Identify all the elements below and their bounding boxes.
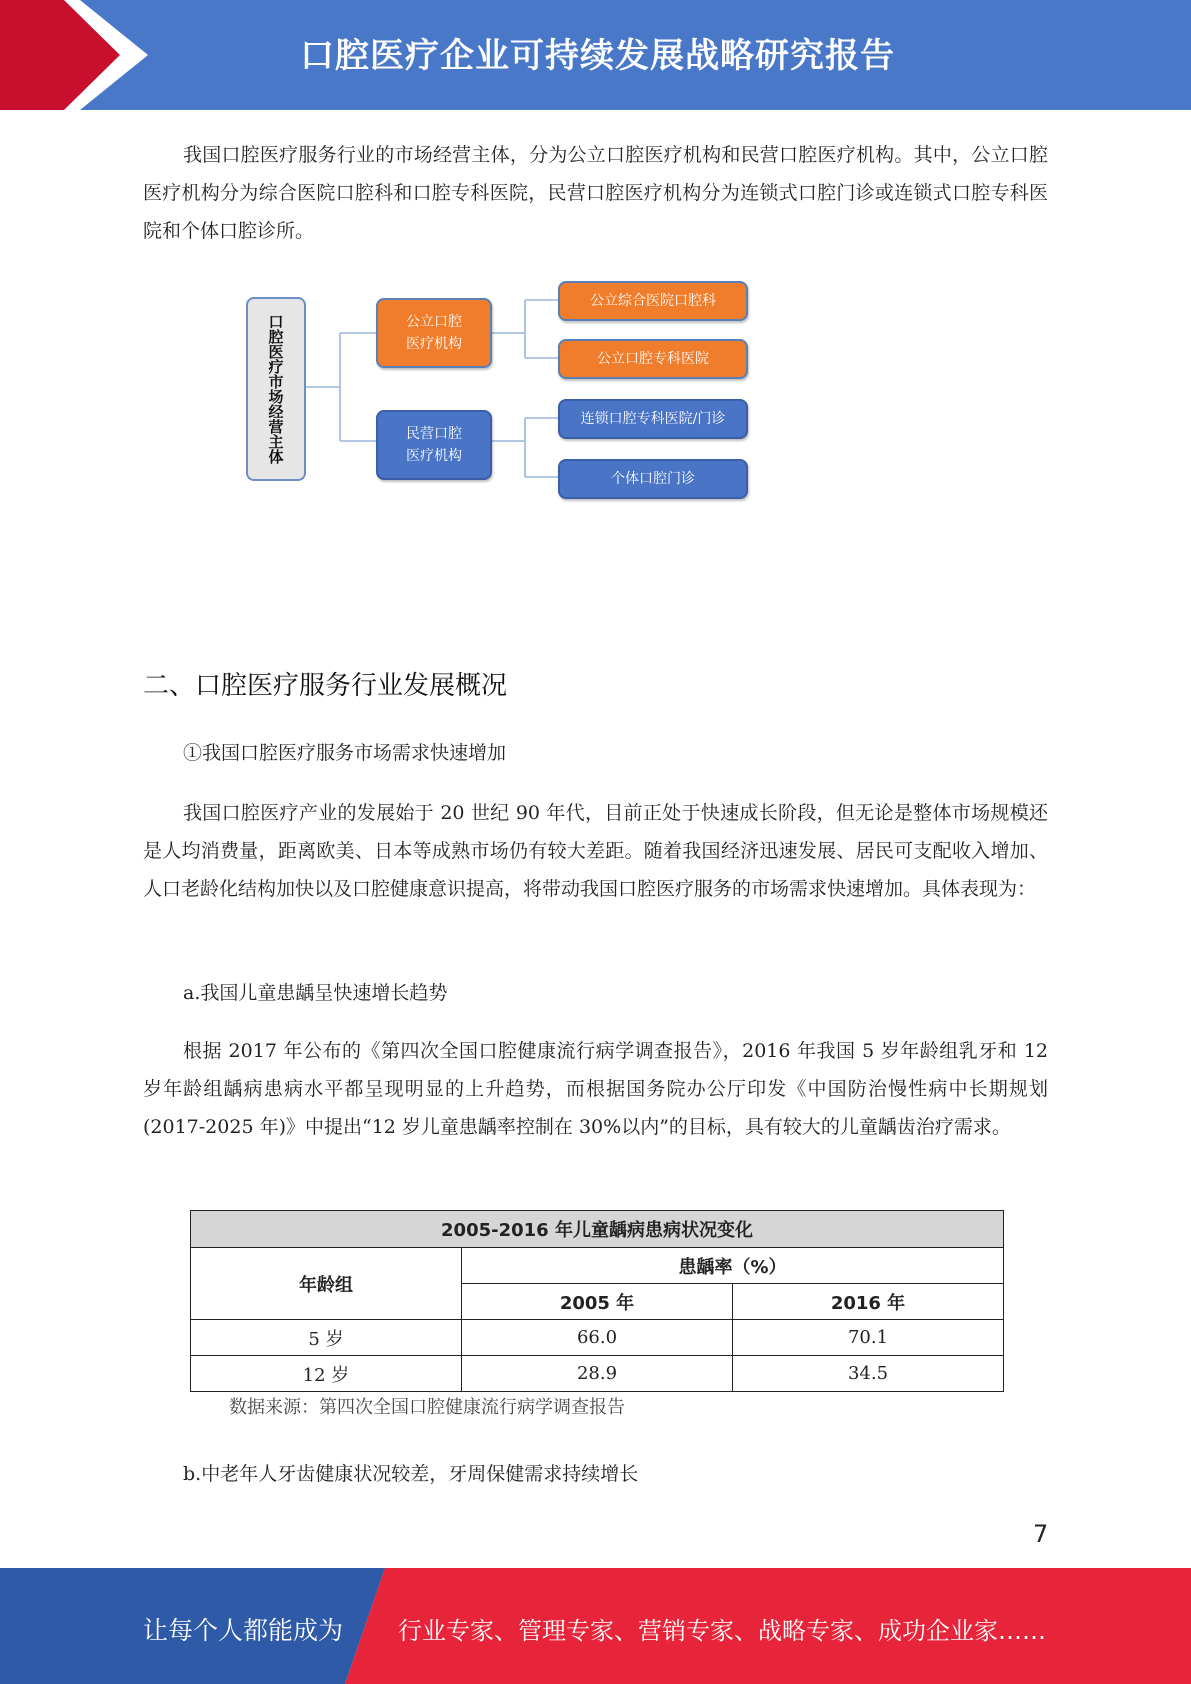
subheading-a: a.我国儿童患龋呈快速增长趋势 xyxy=(183,982,448,1004)
public-dental-hospital-node: 公立口腔专科医院 xyxy=(558,339,748,379)
private-institutions-node xyxy=(376,410,492,480)
private-individual-node: 个体口腔门诊 xyxy=(558,459,748,499)
subheading-b: b.中老年人牙齿健康状况较差，牙周保健需求持续增长 xyxy=(183,1463,639,1485)
public-label-line2: 医疗机构 xyxy=(406,336,462,352)
col-rate-header: 患龋率（%） xyxy=(462,1248,1004,1284)
private-chain-node: 连锁口腔专科医院/门诊 xyxy=(558,399,748,439)
cell-age: 12 岁 xyxy=(191,1356,462,1392)
cell-2005: 28.9 xyxy=(462,1356,733,1392)
col-2005-header: 2005 年 xyxy=(462,1284,733,1320)
section-title: 二、口腔医疗服务行业发展概况 xyxy=(143,671,508,701)
caries-table xyxy=(190,1210,1004,1392)
header-arrow-icon xyxy=(0,0,160,110)
table-row xyxy=(191,1356,1004,1392)
paragraph-1: 我国口腔医疗产业的发展始于 20 世纪 90 年代，目前正处于快速成长阶段，但无论是整体市场规模还是人均消费量，距离欧美、日本等成熟市场仍有较大差距。随着我国经济迅速发展、居民可支配收入增加、人口老龄化结构加快以及口腔健康意识提高，将带动我国口腔医疗服务的市场需求快速增加。具体表现为： xyxy=(143,802,1048,900)
intro-paragraph: 我国口腔医疗服务行业的市场经营主体，分为公立口腔医疗机构和民营口腔医疗机构。其中，公立口腔医疗机构分为综合医院口腔科和口腔专科医院，民营口腔医疗机构分为连锁式口腔门诊或连锁式口腔专科医院和个体口腔诊所。 xyxy=(143,144,1048,242)
market-structure-diagram xyxy=(240,275,760,505)
private-label-line2: 医疗机构 xyxy=(406,448,462,464)
public-label-line1: 公立口腔 xyxy=(406,314,462,330)
page-number: 7 xyxy=(1033,1520,1049,1548)
diagram-root-label: 口腔医疗市场经营主体 xyxy=(266,314,285,464)
table-caption: 2005-2016 年儿童龋病患病状况变化 xyxy=(191,1211,1004,1248)
report-title: 口腔医疗企业可持续发展战略研究报告 xyxy=(300,36,895,76)
cell-2016: 34.5 xyxy=(733,1356,1004,1392)
col-age-header: 年龄组 xyxy=(191,1248,462,1320)
caries-table-wrap xyxy=(190,1210,1004,1392)
cell-2005: 66.0 xyxy=(462,1320,733,1356)
cell-age: 5 岁 xyxy=(191,1320,462,1356)
footer-slogan-left: 让每个人都能成为 xyxy=(143,1616,344,1645)
private-label-line1: 民营口腔 xyxy=(406,426,462,442)
paragraph-2: 根据 2017 年公布的《第四次全国口腔健康流行病学调查报告》，2016 年我国 5 岁年龄组乳牙和 12 岁年龄组龋病患病水平都呈现明显的上升趋势，而根据国务院办公厅印发《中国防治慢性病中长期规划(2017-2025 年)》中提出“12 岁儿童患龋率控制在 30%以内”的目标，具有较大的儿童龋齿治疗需求。 xyxy=(143,1040,1048,1138)
table-source: 数据来源：第四次全国口腔健康流行病学调查报告 xyxy=(229,1397,625,1418)
diagram-root-node xyxy=(246,297,306,481)
public-institutions-node xyxy=(376,298,492,368)
col-2016-header: 2016 年 xyxy=(733,1284,1004,1320)
table-row xyxy=(191,1320,1004,1356)
public-general-hospital-node: 公立综合医院口腔科 xyxy=(558,281,748,321)
subheading-1: ①我国口腔医疗服务市场需求快速增加 xyxy=(183,742,507,764)
cell-2016: 70.1 xyxy=(733,1320,1004,1356)
footer-slogan-right: 行业专家、管理专家、营销专家、战略专家、成功企业家…… xyxy=(398,1617,1046,1645)
page-header xyxy=(0,0,1191,110)
